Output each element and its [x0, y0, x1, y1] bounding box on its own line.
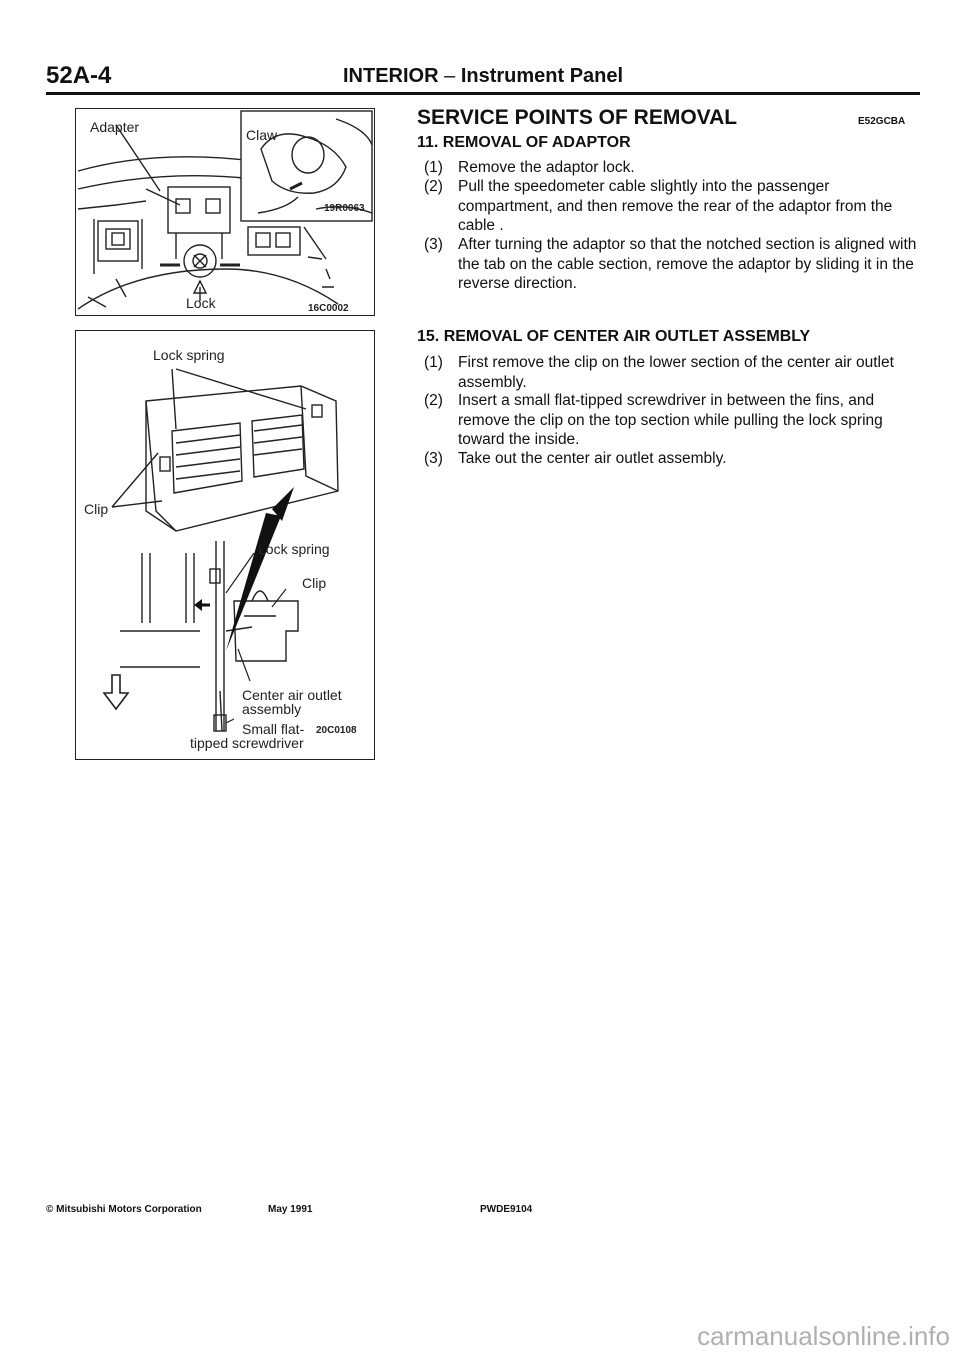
footer-copyright: © Mitsubishi Motors Corporation — [46, 1204, 202, 1215]
watermark-text: carmanualsonline.info — [697, 1321, 950, 1351]
section-heading-adaptor: 11. REMOVAL OF ADAPTOR — [417, 134, 631, 151]
section-adaptor — [417, 134, 917, 152]
subsection-title: Instrument Panel — [460, 65, 624, 87]
footer-date: May 1991 — [268, 1204, 313, 1215]
page-header — [46, 62, 916, 92]
footer-doc-code: PWDE9104 — [480, 1204, 533, 1215]
figure-code-inset: 19R0063 — [324, 203, 365, 214]
header-rule — [46, 92, 920, 95]
service-title — [417, 106, 917, 130]
label-lock-spring-detail: Lock spring — [258, 541, 330, 557]
label-adapter: Adapter — [90, 119, 140, 135]
label-tipped-screwdriver: tipped screwdriver — [190, 735, 304, 751]
section-heading-center-air-outlet: 15. REMOVAL OF CENTER AIR OUTLET ASSEMBLY — [417, 328, 811, 345]
label-clip-detail: Clip — [302, 575, 327, 591]
label-lock: Lock — [186, 295, 216, 311]
section-center-air-outlet — [417, 328, 917, 346]
title-separator: – — [444, 65, 456, 87]
label-center-air-outlet-2: assembly — [242, 701, 302, 717]
page-number: 52A-4 — [46, 62, 112, 89]
label-lock-spring-top: Lock spring — [153, 347, 225, 363]
service-ref-code: E52GCBA — [858, 116, 906, 127]
figure-adapter-removal — [75, 108, 375, 316]
figure-center-air-outlet — [75, 330, 375, 760]
section-title: INTERIOR — [343, 65, 439, 87]
figure-code: 20C0108 — [316, 725, 357, 736]
label-center-air-outlet-1: Center air outlet — [242, 687, 342, 703]
service-heading: SERVICE POINTS OF REMOVAL — [417, 106, 738, 129]
figure-code-main: 16C0002 — [308, 303, 349, 314]
page-title — [343, 65, 623, 88]
label-claw: Claw — [246, 127, 278, 143]
label-clip-left: Clip — [84, 501, 109, 517]
label-small-flat: Small flat- — [242, 721, 305, 737]
